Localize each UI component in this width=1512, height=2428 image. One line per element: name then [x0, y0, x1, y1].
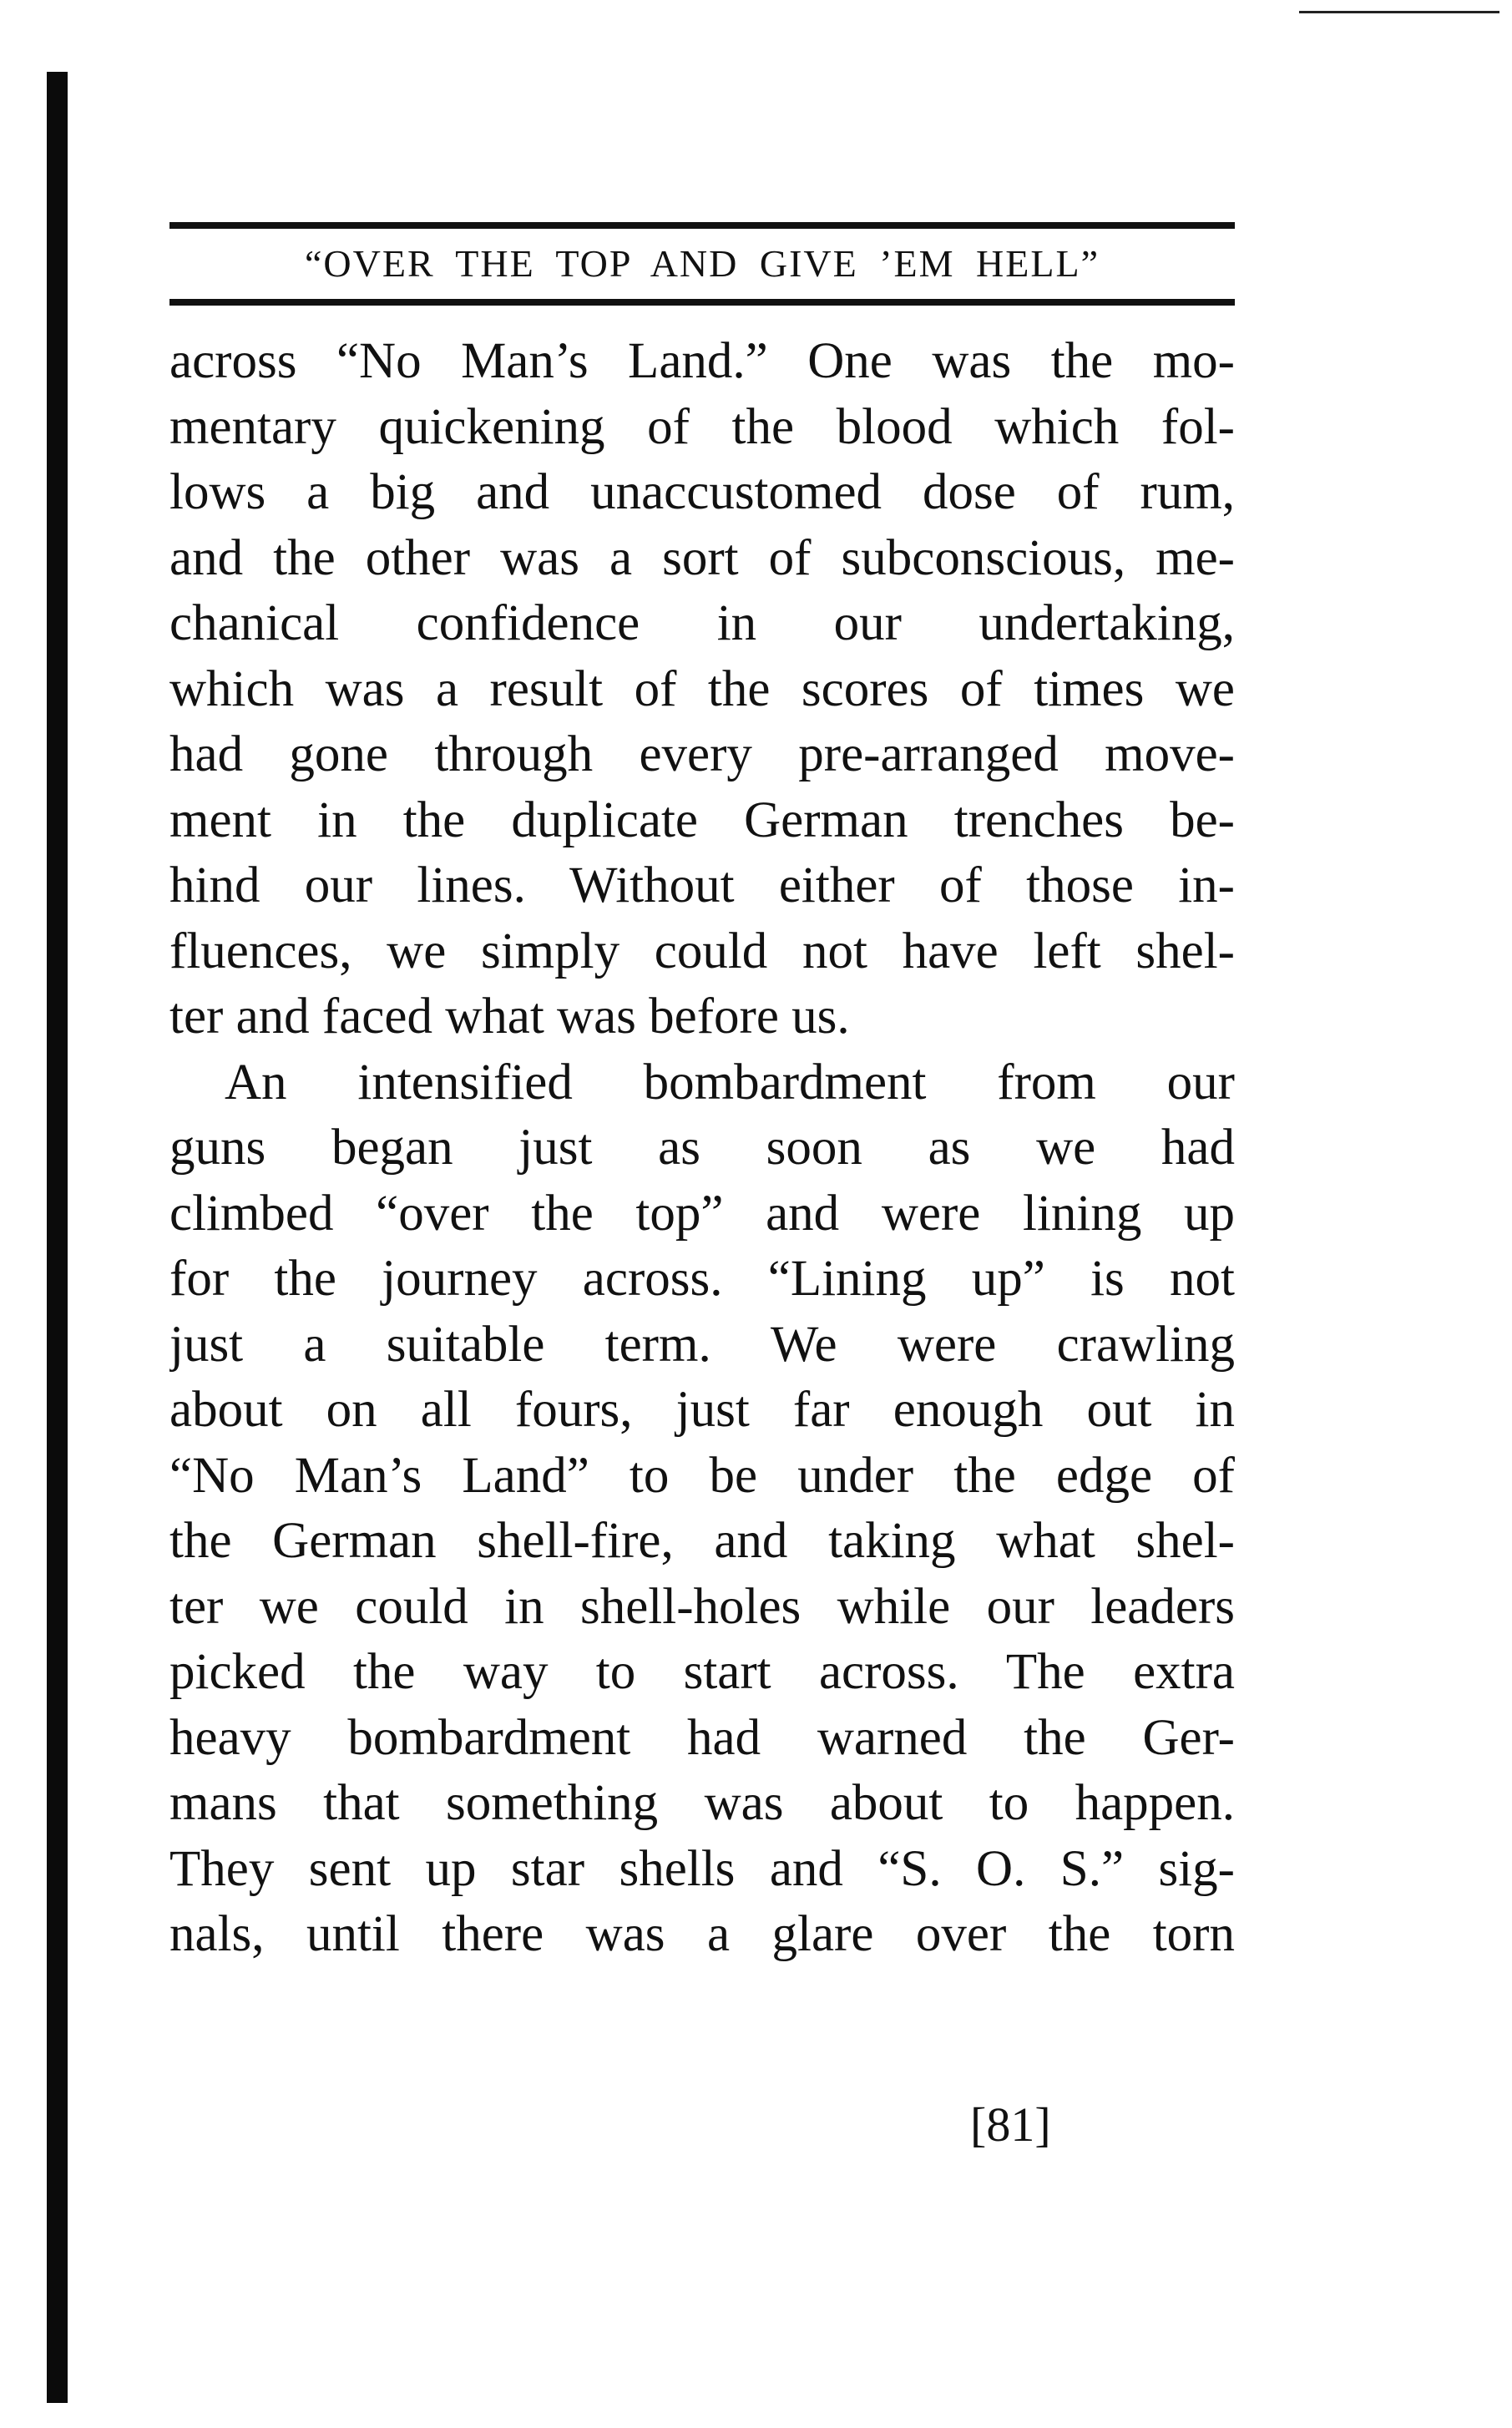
text-line: heavy bombardment had warned the Ger-	[169, 1709, 1235, 1766]
text-line: nals, until there was a glare over the torn	[169, 1906, 1235, 1962]
text-line: about on all fours, just far enough out in	[169, 1382, 1235, 1438]
text-line: which was a result of the scores of times we	[169, 660, 1235, 717]
book-page	[169, 222, 1235, 1968]
paragraph-1	[169, 329, 1235, 1050]
text-line: picked the way to start across. The extra	[169, 1644, 1235, 1700]
text-line: ter and faced what was before us.	[169, 989, 850, 1045]
text-line: fluences, we simply could not have left shel-	[169, 923, 1235, 979]
text-line: An intensified bombardment from our	[225, 1054, 1235, 1110]
text-line: ter we could in shell-holes while our leaders	[169, 1578, 1235, 1635]
running-head: “OVER THE TOP AND GIVE ’EM HELL”	[305, 242, 1100, 285]
binding-edge	[47, 72, 68, 2403]
text-line: ment in the duplicate German trenches be-	[169, 792, 1235, 848]
text-line: guns began just as soon as we had	[169, 1120, 1235, 1176]
text-line: lows a big and unaccustomed dose of rum,	[169, 464, 1235, 520]
header-rule-bottom	[169, 299, 1235, 306]
page-number: [81]	[970, 2097, 1051, 2152]
text-line: had gone through every pre-arranged move-	[169, 726, 1235, 782]
text-line: mans that something was about to happen.	[169, 1775, 1235, 1831]
text-line: across “No Man’s Land.” One was the mo-	[169, 333, 1235, 389]
text-line: just a suitable term. We were crawling	[169, 1316, 1235, 1373]
text-line: for the journey across. “Lining up” is not	[169, 1251, 1235, 1307]
text-line: mentary quickening of the blood which fol-	[169, 398, 1235, 455]
header-rule-top	[169, 222, 1235, 229]
text-line: “No Man’s Land” to be under the edge of	[169, 1447, 1235, 1504]
text-line: hind our lines. Without either of those in-	[169, 857, 1235, 913]
text-line: the German shell-fire, and taking what shel-	[169, 1513, 1235, 1569]
corner-rule	[1299, 11, 1499, 13]
text-line: climbed “over the top” and were lining up	[169, 1185, 1235, 1242]
text-line: They sent up star shells and “S. O. S.” sig-	[169, 1840, 1235, 1897]
text-line: and the other was a sort of subconscious, me-	[169, 529, 1235, 586]
paragraph-2	[169, 1050, 1235, 1968]
text-line: chanical confidence in our undertaking,	[169, 595, 1235, 651]
body-text	[169, 329, 1235, 1968]
